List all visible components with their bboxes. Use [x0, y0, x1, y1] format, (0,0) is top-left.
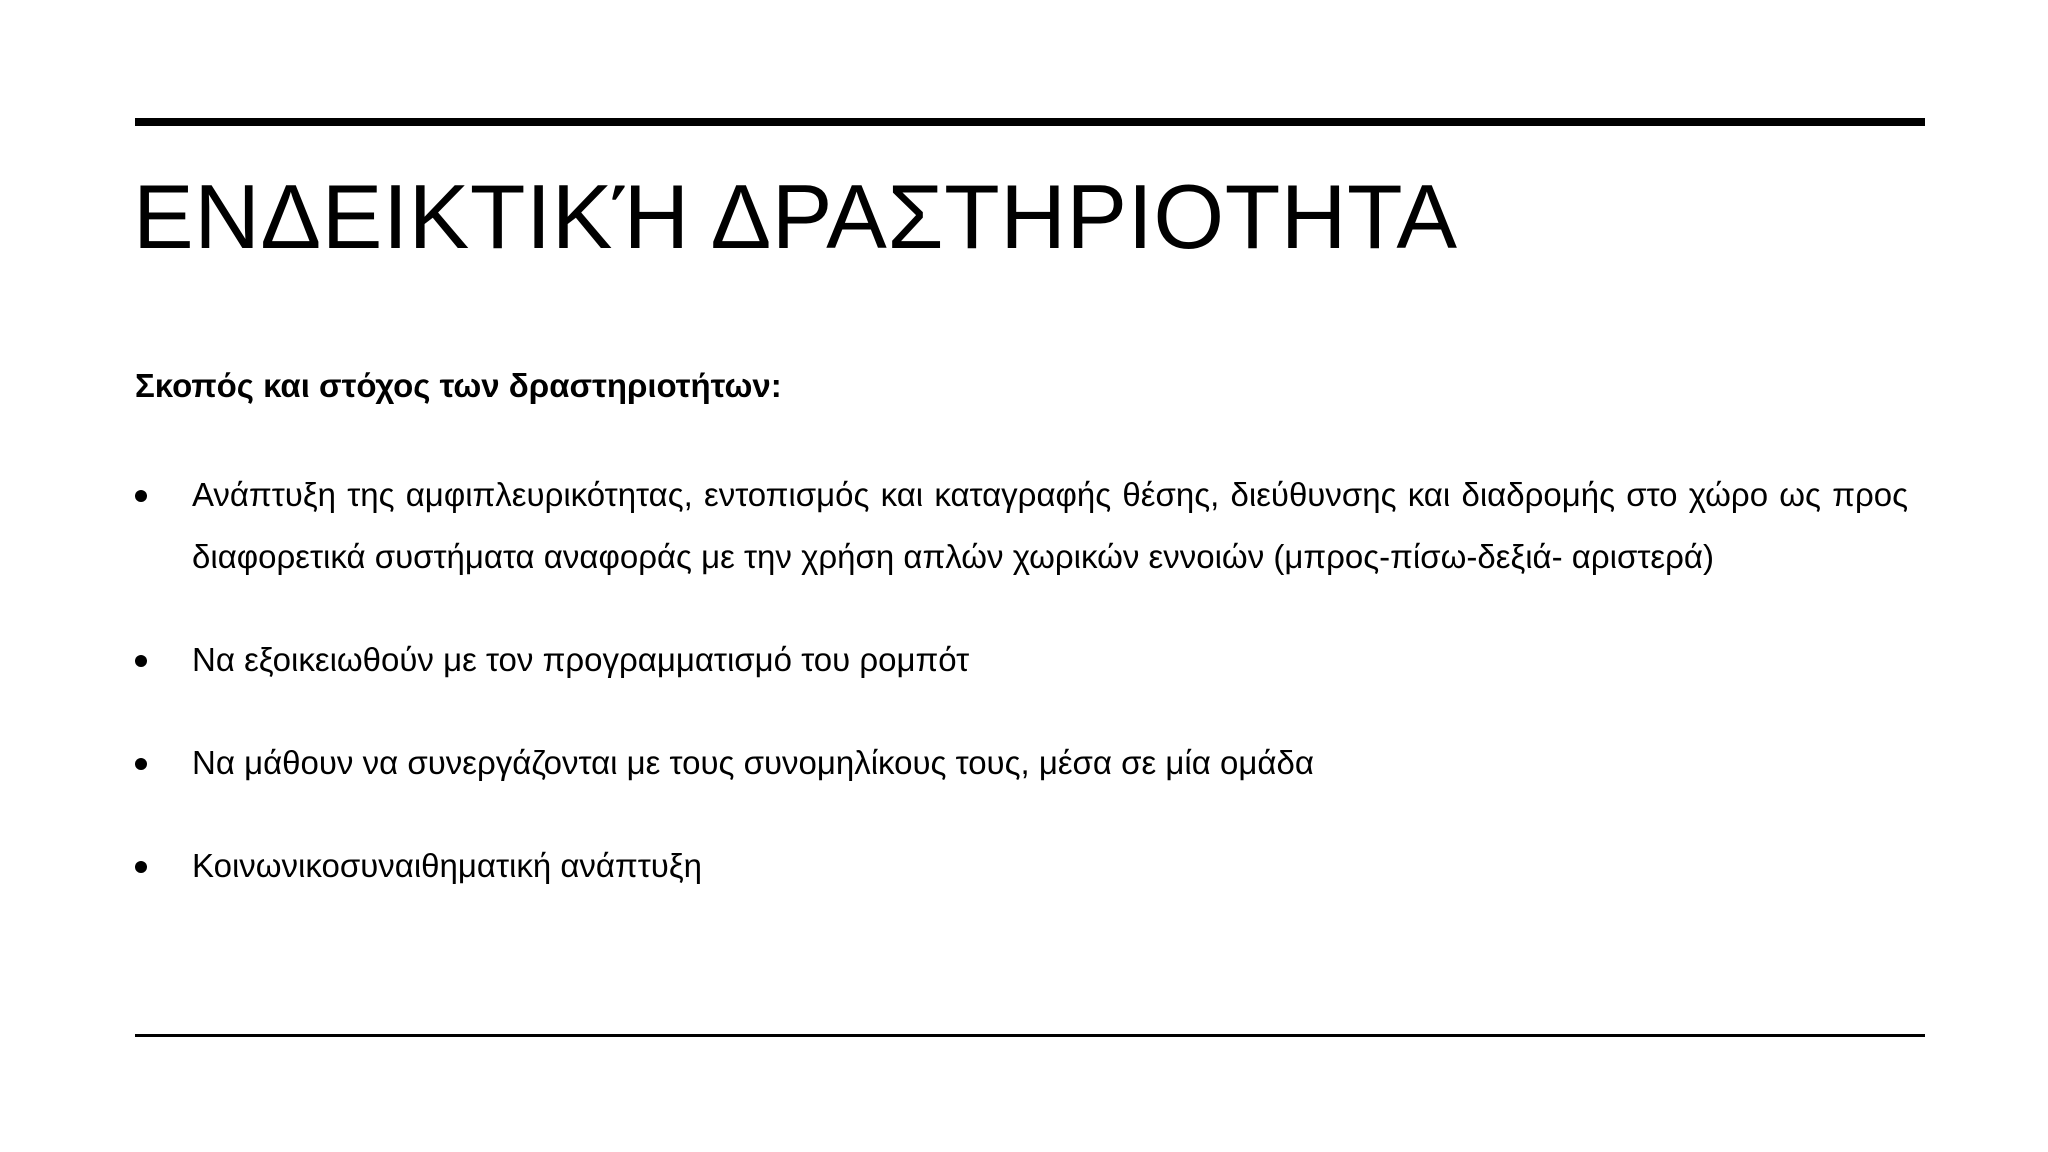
bottom-divider: [135, 1034, 1925, 1037]
objectives-list: [135, 464, 1908, 897]
bullet-icon: [135, 758, 147, 770]
list-item: [135, 732, 1908, 794]
list-item: [135, 835, 1908, 897]
bullet-icon: [135, 490, 147, 502]
list-item: [135, 629, 1908, 691]
objectives-heading: Σκοπός και στόχος των δραστηριοτήτων:: [135, 367, 782, 404]
list-item-text: Κοινωνικοσυναιθηματική ανάπτυξη: [192, 847, 702, 884]
list-item-text: Ανάπτυξη της αμφιπλευρικότητας, εντοπισμός και καταγραφής θέσης, διεύθυνσης και διαδρομής στο χώρο ως προς διαφορετικά συστήματα αναφοράς με την χρήση απλών χωρικών εννοιών (μπρος-πίσω-δεξιά- αριστερά): [192, 476, 1908, 575]
top-divider: [135, 118, 1925, 126]
bullet-icon: [135, 861, 147, 873]
slide-title: ΕΝΔΕΙΚΤΙΚΉ ΔΡΑΣΤΗΡΙΟΤΗΤΑ: [133, 167, 1458, 268]
list-item: [135, 464, 1908, 588]
list-item-text: Να μάθουν να συνεργάζονται με τους συνομηλίκους τους, μέσα σε μία ομάδα: [192, 744, 1314, 781]
list-item-text: Να εξοικειωθούν με τον προγραμματισμό του ρομπότ: [192, 641, 970, 678]
bullet-icon: [135, 655, 147, 667]
